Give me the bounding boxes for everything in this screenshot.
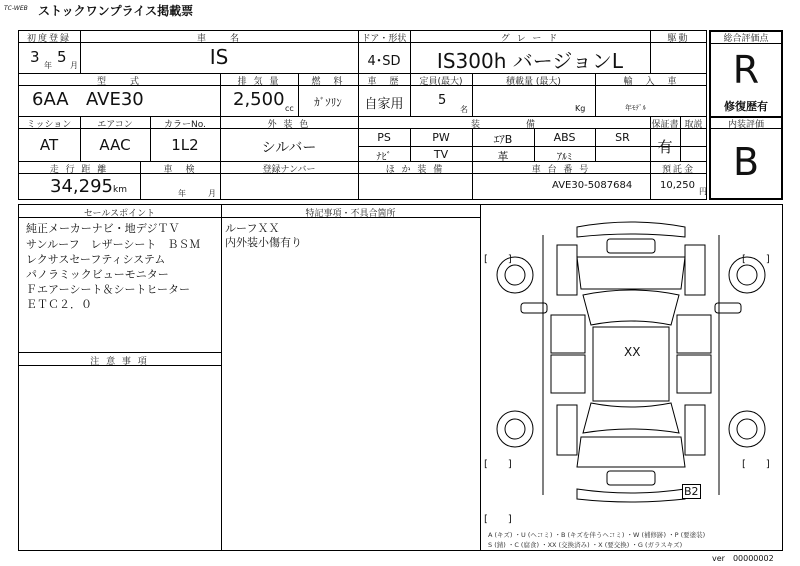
logo: TC-WEB bbox=[4, 5, 28, 12]
ext-color-header: 外 装 色 bbox=[267, 120, 311, 130]
equip-alloy: ｱﾙﾐ bbox=[557, 152, 572, 163]
interior-eval-header: 内装評価 bbox=[727, 120, 764, 130]
first-reg-year: 3 bbox=[30, 48, 40, 66]
deposit-value: 10,250 bbox=[660, 180, 695, 191]
other-equip-header: ほ か 装 備 bbox=[385, 165, 445, 175]
equip-navi: ﾅﾋﾞ bbox=[376, 152, 392, 163]
capacity-unit: 名 bbox=[460, 105, 468, 114]
fuel-header: 燃 料 bbox=[311, 77, 345, 87]
aircon-header: エアコン bbox=[97, 120, 133, 130]
damage-legend-line-1: A (キズ) ・U (ヘコミ) ・B (キズを伴うヘコミ) ・W (補修跡) ・P (要塗装) bbox=[488, 531, 706, 539]
drive-header: 駆動 bbox=[667, 34, 690, 44]
equip-leather: 革 bbox=[497, 150, 509, 163]
mission-value: AT bbox=[39, 136, 59, 154]
deposit-unit: 円 bbox=[699, 187, 707, 196]
model-code: 6AA bbox=[32, 89, 69, 110]
mileage-header: 走 行 距 離 bbox=[49, 165, 109, 175]
mileage-unit: km bbox=[113, 185, 127, 195]
model-header: 型 式 bbox=[96, 77, 141, 87]
rear-damage-mark: B2 bbox=[684, 485, 699, 498]
sales-point: ＥＴＣ２．０ bbox=[26, 298, 92, 311]
displacement-header: 排 気 量 bbox=[237, 77, 281, 87]
ext-color-value: シルバー bbox=[261, 140, 317, 156]
interior-eval-grade: B bbox=[732, 140, 760, 184]
equip-tv: TV bbox=[433, 148, 449, 161]
load-unit: Kg bbox=[575, 104, 586, 113]
load-header: 積載量 (最大) bbox=[506, 77, 561, 87]
aircon-value: AAC bbox=[99, 136, 131, 154]
bracket-front-right: [ ] bbox=[742, 254, 770, 265]
import-header: 輸 入 車 bbox=[623, 77, 679, 87]
year-unit: 年 bbox=[44, 61, 52, 70]
overall-eval-header: 総合評価点 bbox=[723, 34, 769, 44]
history-value: 自家用 bbox=[364, 97, 404, 112]
model-value: AVE30 bbox=[86, 89, 144, 110]
roof-damage-mark: XX bbox=[624, 345, 641, 359]
equip-sr: SR bbox=[615, 131, 630, 144]
car-name: IS bbox=[209, 45, 229, 69]
damage-legend-line-2: S (錆) ・C (腐食) ・XX (交換済み) ・X (要交換) ・G (ガラスキズ) bbox=[488, 541, 683, 549]
inspection-header: 車 検 bbox=[163, 165, 197, 175]
equipment-header: 装 備 bbox=[470, 120, 537, 130]
equip-airbag: ｴｱB bbox=[493, 133, 513, 146]
inspection-year-unit: 年 bbox=[178, 189, 186, 198]
chassis-number: AVE30-5087684 bbox=[552, 180, 633, 191]
chassis-header: 車 台 番 号 bbox=[531, 165, 591, 175]
equip-pw: PW bbox=[432, 131, 450, 144]
overall-eval-note: 修復歴有 bbox=[724, 100, 768, 113]
month-unit: 月 bbox=[70, 61, 78, 70]
displacement-value: 2,500 bbox=[233, 89, 285, 110]
capacity-header: 定員(最大) bbox=[419, 77, 463, 87]
sales-point: Ｆエアーシート＆シートヒーター bbox=[26, 283, 191, 296]
first-reg-month: 5 bbox=[57, 48, 67, 66]
car-damage-diagram bbox=[481, 205, 782, 535]
warranty-header: 保証書 bbox=[651, 120, 679, 130]
capacity-value: 5 bbox=[438, 93, 447, 108]
sales-point: サンルーフ レザーシート ＢＳＭ bbox=[26, 238, 201, 251]
bracket-rear-left: [ ] bbox=[484, 459, 512, 470]
first-reg-header: 初度登録 bbox=[26, 34, 71, 44]
sales-points-header: セールスポイント bbox=[83, 209, 156, 219]
page-title: ストックワンプライス掲載票 bbox=[38, 4, 194, 18]
sales-point: レクサスセーフティシステム bbox=[26, 253, 166, 266]
import-model-year-label: 年ﾓﾃﾞﾙ bbox=[625, 104, 646, 112]
overall-eval-grade: R bbox=[732, 48, 760, 92]
warranty-value: 有 bbox=[657, 138, 673, 156]
sales-point: パノラミックビューモニター bbox=[26, 268, 169, 281]
mission-header: ミッション bbox=[26, 120, 72, 130]
cautions-header: 注 意 事 項 bbox=[90, 357, 149, 367]
bracket-rear-right: [ ] bbox=[742, 459, 770, 470]
fuel-value: ｶﾞｿﾘﾝ bbox=[314, 96, 342, 109]
bracket-front-left: [ ] bbox=[484, 254, 512, 265]
color-no-value: 1L2 bbox=[171, 136, 199, 154]
mileage-value: 34,295 bbox=[50, 176, 113, 197]
sales-point: 純正メーカーナビ・地デジＴＶ bbox=[26, 222, 180, 235]
equip-abs: ABS bbox=[553, 131, 576, 144]
door-shape: 4･SD bbox=[367, 54, 401, 69]
version-label: ver 00000002 bbox=[712, 554, 774, 563]
special-note: ルーフＸＸ bbox=[225, 222, 280, 235]
color-no-header: カラーNo. bbox=[164, 120, 206, 130]
manual-header: 取説 bbox=[684, 120, 703, 130]
special-note: 内外装小傷有り bbox=[225, 236, 302, 249]
bracket-bottom-left: [ ] bbox=[484, 514, 512, 525]
grade-value: IS300h バージョンL bbox=[436, 49, 624, 73]
deposit-header: 預託金 bbox=[661, 165, 695, 175]
reg-plate-header: 登録ナンバー bbox=[262, 165, 316, 175]
inspection-month-unit: 月 bbox=[208, 189, 216, 198]
displacement-unit: cc bbox=[285, 104, 294, 113]
special-notes-header: 特記事項・不具合箇所 bbox=[305, 209, 396, 219]
history-header: 車 歴 bbox=[367, 77, 401, 87]
grade-header: グ レ ー ド bbox=[500, 34, 560, 44]
car-name-header: 車 名 bbox=[196, 34, 241, 44]
door-shape-header: ドア・形状 bbox=[361, 34, 407, 44]
equip-ps: PS bbox=[377, 131, 391, 144]
